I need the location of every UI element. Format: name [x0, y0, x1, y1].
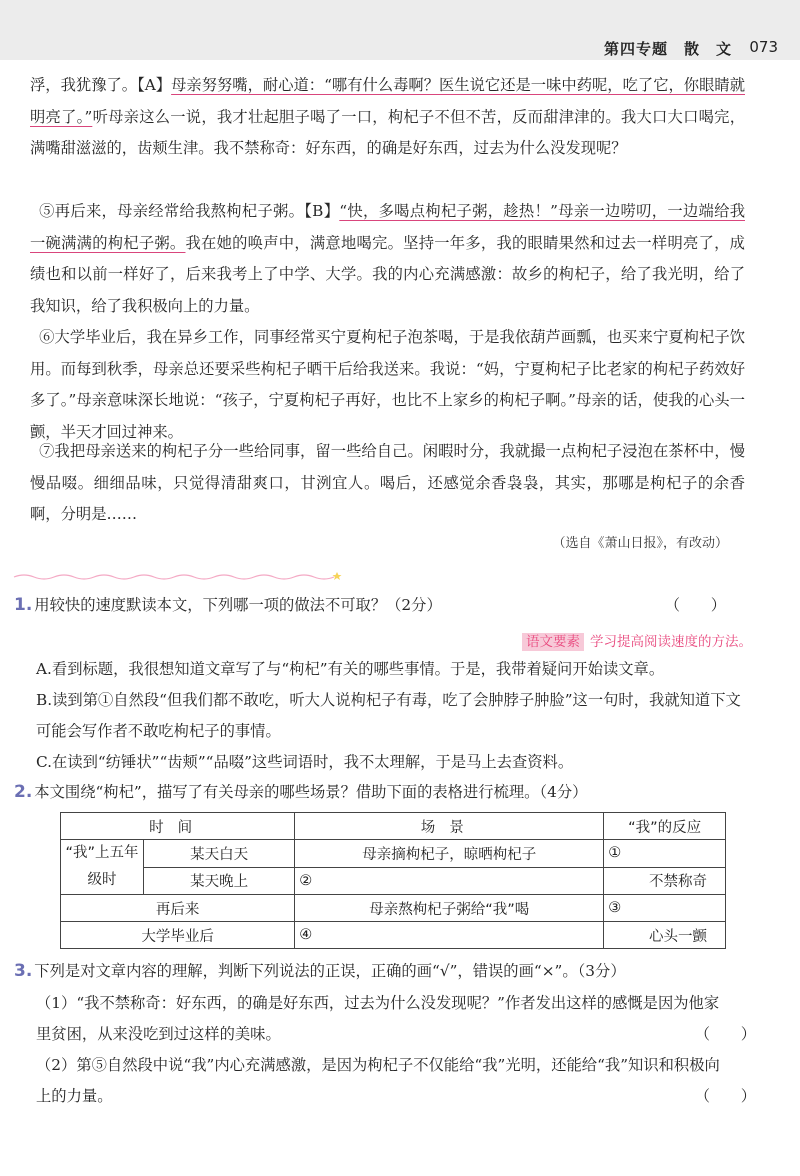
- row2-time: 某天晚上: [144, 867, 295, 895]
- page-header: [0, 0, 800, 60]
- scene-table: [60, 812, 726, 949]
- row3-reaction-blank[interactable]: ③: [604, 895, 726, 922]
- header-time: 时间: [61, 813, 295, 840]
- row1-time: 某天白天: [144, 840, 295, 868]
- statement-2-answer-blank[interactable]: （ ）: [694, 1087, 756, 1105]
- underlined-sentence-a: 母亲努努嘴，耐心道：“哪有什么毒啊？医生说它还是一味中药呢，吃了它，你眼睛就明亮了。”: [30, 76, 745, 126]
- question-3: [14, 956, 754, 987]
- statement-2-text: （2）第⑤自然段中说“我”内心充满感激，是因为枸杞子不仅能给“我”光明，还能给“我”知识和积极向上的力量。: [36, 1056, 720, 1105]
- question-1-text: 用较快的速度默读本文，下列哪一项的做法不可取？（2分）: [34, 596, 442, 614]
- table-row: [61, 922, 726, 949]
- paragraph-5-rest: 我在她的唤声中，满意地喝完。坚持一年多，我的眼睛果然和过去一样明亮了，成绩也和以前一样好了，后来我考上了中学、大学。我的内心充满感激：故乡的枸杞子，给了我光明，给了我知识，给了我积极向上的力量。: [30, 233, 745, 315]
- paragraph-7: ⑦我把母亲送来的枸杞子分一些给同事，留一些给自己。闲暇时分，我就撮一点枸杞子浸泡在茶杯中，慢慢品啜。细细品味，只觉得清甜爽口，甘洌宜人。喝后，还感觉余香袅袅，其实，那哪是枸杞子的余香啊，分明是……: [30, 442, 745, 524]
- question-1: [14, 590, 754, 621]
- skill-tip: [522, 630, 752, 650]
- paragraph-6: ⑥大学毕业后，我在异乡工作，同事经常买宁夏枸杞子泡茶喝，于是我依葫芦画瓢，也买来宁夏枸杞子饮用。而每到秋季，母亲总还要采些枸杞子晒干后给我送来。我说：“妈，宁夏枸杞子比老家的枸杞子药效好多了。”母亲意味深长地说：“孩子，宁夏枸杞子再好，也比不上家乡的枸杞子啊。”母亲的话，使我的心头一颤，半天才回过神来。: [30, 328, 745, 441]
- skill-tag: 语文要素: [522, 633, 584, 651]
- header-reaction: “我”的反应: [604, 813, 726, 840]
- question-3-text: 下列是对文章内容的理解，判断下列说法的正误，正确的画“√”，错误的画“×”。（3分）: [34, 962, 626, 980]
- table-row: [61, 895, 726, 922]
- row4-time: 大学毕业后: [61, 922, 295, 949]
- option-c: C.在读到“纺锤状”“齿颊”“品啜”这些词语时，我不太理解，于是马上去查资料。: [36, 753, 574, 771]
- question-2-text: 本文围绕“枸杞”，描写了有关母亲的哪些场景？借助下面的表格进行梳理。（4分）: [34, 783, 588, 801]
- statement-1-answer-blank[interactable]: （ ）: [694, 1025, 756, 1043]
- statement-1: [36, 988, 731, 1050]
- statement-2: [36, 1050, 731, 1112]
- row2-scene-blank[interactable]: ②: [295, 867, 604, 895]
- paragraph-5-lead: ⑤再后来，母亲经常给我熬枸杞子粥。【B】: [39, 202, 340, 220]
- paragraph-4-rest: 听母亲这么一说，我才壮起胆子喝了一口，枸杞子不但不苦，反而甜津津的。我大口大口喝完，满嘴甜滋滋的，齿颊生津。我不禁称奇：好东西，的确是好东西，过去为什么没发现呢？: [30, 107, 745, 158]
- row4-reaction: 心头一颤: [604, 922, 726, 949]
- paragraph-4: [30, 70, 745, 165]
- question-2: [14, 777, 754, 808]
- option-b: B.读到第①自然段“但我们都不敢吃，听大人说枸杞子有毒，吃了会肿脖子肿脸”这一句时，我就知道下文可能会写作者不敢吃枸杞子的事情。: [36, 691, 741, 740]
- statement-1-text: （1）“我不禁称奇：好东西，的确是好东西，过去为什么没发现呢？”作者发出这样的感慨是因为他家里贫困，从来没吃到过这样的美味。: [36, 994, 720, 1043]
- underlined-sentence-b: “快，多喝点枸杞子粥，趁热！”母亲一边唠叨，一边端给我一碗满满的枸杞子粥。: [30, 202, 745, 252]
- star-icon: [333, 572, 342, 580]
- skill-tip-text: 学习提高阅读速度的方法。: [590, 634, 752, 650]
- table-row: [61, 840, 726, 868]
- question-3-number: 3.: [14, 961, 33, 981]
- row1-scene: 母亲摘枸杞子，晾晒枸杞子: [295, 840, 604, 868]
- row1-reaction-blank[interactable]: ①: [604, 840, 726, 868]
- option-a: A.看到标题，我很想知道文章写了与“枸杞”有关的哪些事情。于是，我带着疑问开始读文章。: [36, 660, 665, 678]
- page-number: 073: [749, 38, 778, 56]
- header-scene: 场景: [295, 813, 604, 840]
- source-note: （选自《萧山日报》，有改动）: [552, 536, 728, 551]
- grade-cell: “我”上五年级时: [61, 840, 144, 895]
- row3-time: 再后来: [61, 895, 295, 922]
- paragraph-5: [30, 196, 745, 322]
- question-2-number: 2.: [14, 782, 33, 802]
- decorative-divider: [12, 572, 342, 580]
- row3-scene: 母亲熬枸杞子粥给“我”喝: [295, 895, 604, 922]
- section-title: 第四专题 散 文: [603, 40, 732, 58]
- table-header-row: [61, 813, 726, 840]
- question-1-answer-blank[interactable]: （ ）: [664, 596, 726, 614]
- question-1-number: 1.: [14, 595, 33, 615]
- row4-scene-blank[interactable]: ④: [295, 922, 604, 949]
- row2-reaction: 不禁称奇: [604, 867, 726, 895]
- table-row: [61, 867, 726, 895]
- paragraph-4-lead: 浮，我犹豫了。【A】: [30, 76, 172, 94]
